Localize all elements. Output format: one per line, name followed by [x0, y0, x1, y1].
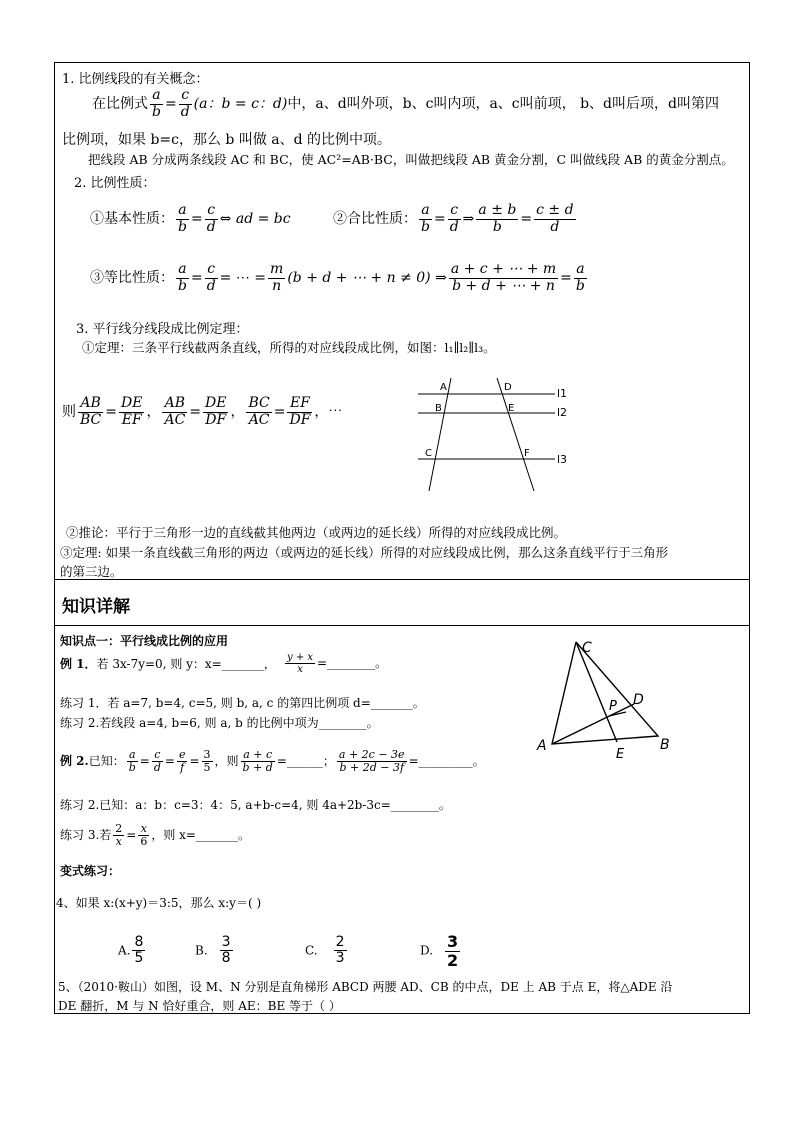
fig2-label-A: A [537, 738, 547, 754]
option-c: C. $\frac{2}{3}$ [305, 934, 345, 967]
label-B: B [435, 403, 442, 414]
combine-property: ②合比性质： $\frac{a}{b}$ = $\frac{c}{d}$ ⇒ $\frac{a \pm b}{b}$ = $\frac{c \pm d}{d}$ [333, 202, 574, 235]
fig2-label-P: P [609, 699, 617, 714]
equal-ratio-property: ③等比性质： $\frac{a}{b}$ = $\frac{c}{d}$ = ⋯ = $\frac{m}{n}$ (b + d + ⋯ + n ≠ 0) ⇒ $\frac{a + c + \cdots + m}{b + d + \cdots + n}$ = $\frac{a}{b}$ [90, 261, 585, 294]
line1-paren: (a：b = c：d) [193, 96, 288, 112]
theorem3-line2: 的第三边。 [60, 564, 123, 579]
ex2-text: 已知： [88, 754, 125, 768]
fig2-label-B: B [660, 737, 670, 753]
example2: 例 2.已知： $\frac{a}{b}$ = $\frac{c}{d}$ = $\frac{e}{f}$ = $\frac{3}{5}$ ，则 $\frac{a + c}{b + d}$ =______； $\frac{a + 2c - 3e}{b + 2d - 3f}$ =_________。 [60, 747, 485, 774]
divider-top [54, 579, 750, 580]
fig2-label-C: C [582, 640, 592, 656]
section1-line2: 比例项，如果 b=c，那么 b 叫做 a、d 的比例中项。 [62, 132, 392, 148]
label-l2: l2 [557, 406, 568, 419]
ex2-label: 例 2. [60, 754, 89, 768]
label-D: D [504, 382, 512, 393]
option-a: A. $\frac{8}{5}$ [118, 934, 144, 967]
section1-line3: 把线段 AB 分成两条线段 AC 和 BC，使 AC²=AB·BC，叫做把线段 AB 黄金分割，C 叫做线段 AB 的黄金分割点。 [88, 152, 734, 167]
segment-CE [576, 642, 617, 742]
option-b: B. $\frac{3}{8}$ [195, 934, 231, 967]
section1-line1: 在比例式 $\frac{a}{b}$ = $\frac{c}{d}$ (a：b = c：d)中，a、d叫外项，b、c叫内项，a、c叫前项， b、d叫后项，d叫第四 [92, 87, 719, 120]
label-l3: l3 [557, 453, 568, 466]
corollary-text: ②推论：平行于三角形一边的直线截其他两边（或两边的延长线）所得的对应线段成比例。 [66, 525, 567, 540]
option-d: D. $\frac{3}{2}$ [420, 932, 459, 970]
section1-heading: 1. 比例线段的有关概念： [62, 72, 209, 87]
pr3-prefix: 练习 3.若 [60, 828, 112, 842]
question5-line1: 5、（2010·鞍山）如图，设 M、N 分别是直角梯形 ABCD 两腰 AD、CB 的中点，DE 上 AB 于点 E，将△ADE 沿 [58, 980, 673, 994]
ex1-fraction: $\frac{y + x}{x}$ =________。 [287, 652, 388, 675]
section2-heading: 2. 比例性质： [74, 176, 156, 191]
basic-label: ①基本性质： [90, 211, 174, 227]
variant-heading: 变式练习： [60, 864, 121, 878]
ellipsis: ，⋯ [314, 404, 343, 420]
equal-cond: (b + d + ⋯ + n ≠ 0) ⇒ [287, 270, 447, 286]
divider-bottom [54, 625, 750, 626]
proportion-result: 则 $\frac{AB}{BC}$ = $\frac{DE}{EF}$ ， $\frac{AB}{AC}$ = $\frac{DE}{DF}$ ， $\frac{BC}{AC}$ = $\frac{EF}{DF}$ ，⋯ [62, 395, 343, 428]
label-E: E [508, 403, 515, 414]
combine-label: ②合比性质： [333, 211, 417, 227]
ex2-mid: =______； [276, 754, 335, 768]
example1 [60, 650, 276, 678]
theorem-text: ①定理：三条平行线截两条直线，所得的对应线段成比例，如图：l₁∥l₂∥l₃。 [82, 340, 496, 355]
practice3: 练习 3.若 $\frac{2}{x}$ = $\frac{x}{6}$ ，则 x=_______。 [60, 821, 250, 848]
segment-AD [552, 704, 634, 744]
line1-rest: 中，a、d叫外项，b、c叫内项，a、c叫前项， b、d叫后项，d叫第四 [287, 96, 719, 112]
fraction-c-d: $\frac{c}{d}$ [180, 87, 190, 120]
ex1-text: 若 3x-7y=0, 则 y：x=_______， [96, 657, 276, 671]
section3-heading: 3. 平行线分线段成比例定理： [76, 322, 249, 337]
parallel-lines-figure [410, 375, 580, 495]
knowledge-title: 知识详解 [62, 597, 130, 617]
triangle-figure [530, 632, 680, 762]
label-F: F [524, 448, 530, 459]
fig2-label-E: E [616, 747, 625, 762]
transversal-right [497, 378, 534, 491]
label-l1: l1 [557, 387, 568, 400]
fig2-label-D: D [633, 692, 644, 708]
line1-prefix: 在比例式 [92, 96, 148, 112]
fraction-a-b: $\frac{a}{b}$ [152, 87, 161, 120]
pr3-tail: ，则 x=_______。 [151, 828, 250, 842]
practice2b: 练习 2.已知：a：b：c=3：4：5, a+b-c=4, 则 4a+2b-3c=________。 [60, 798, 451, 812]
equal-label: ③等比性质： [90, 270, 174, 286]
then-label: 则 [62, 404, 76, 420]
question5-line2: DE 翻折，M 与 N 恰好重合，则 AE：BE 等于（ ） [58, 999, 341, 1013]
label-A: A [440, 382, 447, 393]
ex2-then: ，则 [214, 754, 239, 768]
question4: 4、如果 x:(x+y)＝3:5，那么 x:y＝( ) [56, 896, 262, 910]
ex1-tail: =________。 [317, 656, 388, 670]
basic-rhs: ⇔ ad = bc [219, 211, 291, 227]
practice1: 练习 1．若 a=7, b=4, c=5, 则 b, a, c 的第四比例项 d=_______。 [60, 696, 425, 710]
practice2: 练习 2.若线段 a=4, b=6, 则 a, b 的比例中项为________。 [60, 716, 379, 730]
theorem3-line1: ③定理: 如果一条直线截三角形的两边（或两边的延长线）所得的对应线段成比例，那么这条直线平行于三角形 [60, 545, 669, 560]
ex2-tail: =_________。 [408, 754, 485, 768]
equal-mid: = ⋯ = [219, 270, 267, 286]
basic-property: ①基本性质： $\frac{a}{b}$ = $\frac{c}{d}$ ⇔ ad = bc [90, 202, 291, 235]
ex1-label: 例 1． [60, 657, 97, 671]
label-C: C [425, 448, 432, 459]
transversal-left [429, 378, 451, 491]
point1-heading: 知识点一：平行线成比例的应用 [60, 634, 229, 648]
